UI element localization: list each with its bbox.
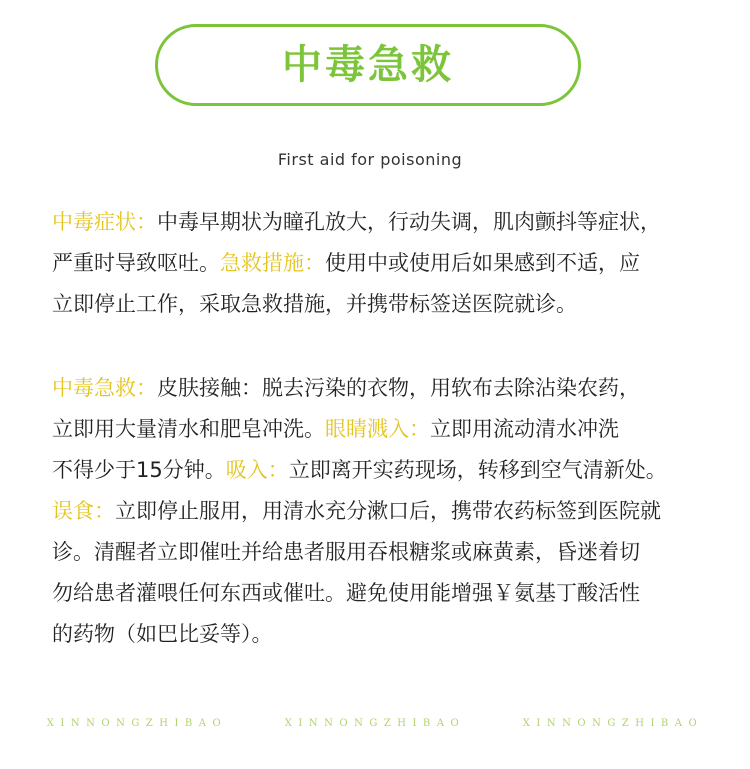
symptoms-heading: 中毒症状： bbox=[52, 210, 157, 234]
measures-text: 使用中或使用后如果感到不适，应 bbox=[325, 251, 640, 275]
ingestion-text: 立即停止服用，用清水充分漱口后，携带农药标签到医院就 bbox=[115, 499, 661, 523]
skin-contact-text-cont: 立即用大量清水和肥皂冲洗。 bbox=[52, 417, 325, 441]
eye-contact-text: 立即用流动清水冲洗 bbox=[430, 417, 619, 441]
footer-watermark bbox=[0, 718, 750, 729]
paragraph-line bbox=[52, 614, 722, 655]
page-title: 中毒急救 bbox=[282, 42, 454, 88]
paragraph-line bbox=[52, 284, 722, 325]
ingestion-text-cont: 诊。清醒者立即催吐并给患者服用吞根糖浆或麻黄素，昏迷着切 bbox=[52, 540, 640, 564]
eye-contact-heading: 眼睛溅入： bbox=[325, 417, 430, 441]
paragraph-line bbox=[52, 450, 722, 491]
measures-heading: 急救措施： bbox=[220, 251, 325, 275]
paragraph-line bbox=[52, 368, 722, 409]
inhalation-text: 立即离开实药现场，转移到空气清新处。 bbox=[288, 458, 667, 482]
footer-brand-text: XINNONGZHIBAO bbox=[284, 718, 466, 729]
first-aid-paragraph bbox=[52, 368, 722, 655]
page-subtitle: First aid for poisoning bbox=[277, 150, 463, 169]
ingestion-text-cont: 的药物（如巴比妥等）。 bbox=[52, 622, 273, 646]
paragraph-line bbox=[52, 573, 722, 614]
paragraph-line bbox=[52, 491, 722, 532]
paragraph-line bbox=[52, 202, 722, 243]
symptoms-paragraph bbox=[52, 202, 722, 325]
first-aid-heading: 中毒急救： bbox=[52, 376, 157, 400]
eye-contact-text-cont: 不得少于15分钟。 bbox=[52, 458, 226, 482]
inhalation-heading: 吸入： bbox=[225, 458, 289, 482]
measures-text-cont: 立即停止工作，采取急救措施，并携带标签送医院就诊。 bbox=[52, 292, 577, 316]
footer-brand-text: XINNONGZHIBAO bbox=[522, 718, 704, 729]
skin-contact-text: 皮肤接触：脱去污染的衣物，用软布去除沾染农药， bbox=[157, 376, 640, 400]
paragraph-line bbox=[52, 532, 722, 573]
title-banner bbox=[155, 24, 581, 106]
paragraph-line bbox=[52, 243, 722, 284]
symptoms-text: 中毒早期状为瞳孔放大，行动失调，肌肉颤抖等症状， bbox=[157, 210, 661, 234]
paragraph-line bbox=[52, 409, 722, 450]
ingestion-heading: 误食： bbox=[52, 499, 115, 523]
footer-brand-text: XINNONGZHIBAO bbox=[46, 718, 228, 729]
symptoms-text-cont: 严重时导致呕吐。 bbox=[52, 251, 220, 275]
ingestion-text-cont: 勿给患者灌喂任何东西或催吐。避免使用能增强￥氨基丁酸活性 bbox=[52, 581, 640, 605]
